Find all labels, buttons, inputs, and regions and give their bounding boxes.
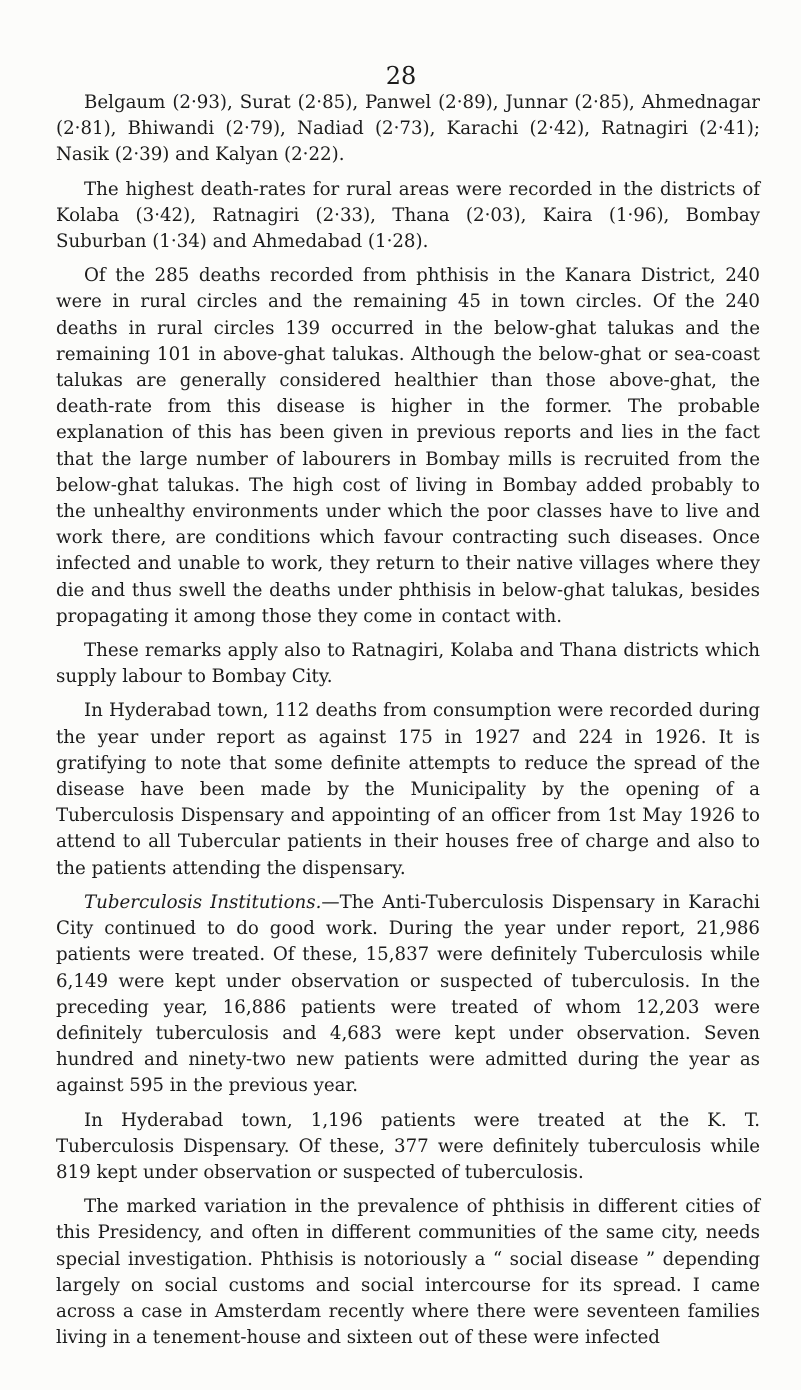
page-number: 28 xyxy=(385,62,417,90)
paragraph-2: The highest death-rates for rural areas were recorded in the districts of Kolaba (3·42), Ratnagiri (2·33), Thana (2·03), Kaira (1·96), Bombay Suburban (1·34) and Ahmedabad (1·28). xyxy=(56,178,760,253)
body-text xyxy=(56,90,760,1359)
paragraph-1: Belgaum (2·93), Surat (2·85), Panwel (2·89), Junnar (2·85), Ahmednagar (2·81), Bhiwandi (2·79), Nadiad (2·73), Karachi (2·42), Ratnagiri (2·41); Nasik (2·39) and Kalyan (2·22). xyxy=(56,92,760,166)
paragraph-5: In Hyderabad town, 112 deaths from consumption were recorded during the year under report as against 175 in 1927 and 224 in 1926. It is gratifying to note that some definite attempts to reduce the spread of the disease have been made by the Municipality by the opening of a Tuberculosis Dispensary and appointing of an officer from 1st May 1926 to attend to all Tubercular patients in their houses free of charge and also to the patients attending the dispensary. xyxy=(56,700,760,879)
paragraph-6-text: —The Anti-Tuberculosis Dispensary in Karachi City continued to do good work. During the year under report, 21,986 patients were treated. Of these, 15,837 were definitely Tuberculosis while 6,149 were kept under observation or suspected of tuberculosis. In the preceding year, 16,886 patients were treated of whom 12,203 were definitely tuberculosis and 4,683 were kept under observation. Seven hundred and ninety-two new patients were admitted during the year as against 595 in the previous year. xyxy=(56,891,760,1097)
paragraph-6 xyxy=(56,890,760,1100)
section-heading: Tuberculosis Institutions. xyxy=(84,891,322,913)
paragraph-7: In Hyderabad town, 1,196 patients were treated at the K. T. Tuberculosis Dispensary. Of these, 377 were definitely tuberculosis while 819 kept under observation or suspected of tuberculosis. xyxy=(56,1109,760,1183)
paragraph-4: These remarks apply also to Ratnagiri, Kolaba and Thana districts which supply labour to Bombay City. xyxy=(56,640,760,688)
paragraph-8: The marked variation in the prevalence of phthisis in different cities of this Presidency, and often in different communities of the same city, needs special investigation. Phthisis is notoriously a “ social disease ” depending largely on social customs and social intercourse for its spread. I came across a case in Amsterdam recently where there were seventeen families living in a tenement-house and sixteen out of these were infected xyxy=(56,1196,760,1349)
paragraph-3: Of the 285 deaths recorded from phthisis in the Kanara District, 240 were in rural circles and the remaining 45 in town circles. Of the 240 deaths in rural circles 139 occurred in the below-ghat talukas and the remaining 101 in above-ghat talukas. Although the below-ghat or sea-coast talukas are generally considered healthier than those above-ghat, the death-rate from this disease is higher in the former. The probable explanation of this has been given in previous reports and lies in the fact that the large number of labourers in Bombay mills is recruited from the below-ghat talukas. The high cost of living in Bombay added probably to the unhealthy environments under which the poor classes have to live and work there, are conditions which favour contracting such diseases. Once infected and unable to work, they return to their native villages where they die and thus swell the deaths under phthisis in below-ghat talukas, besides propagating it among those they come in contact with. xyxy=(56,265,760,627)
